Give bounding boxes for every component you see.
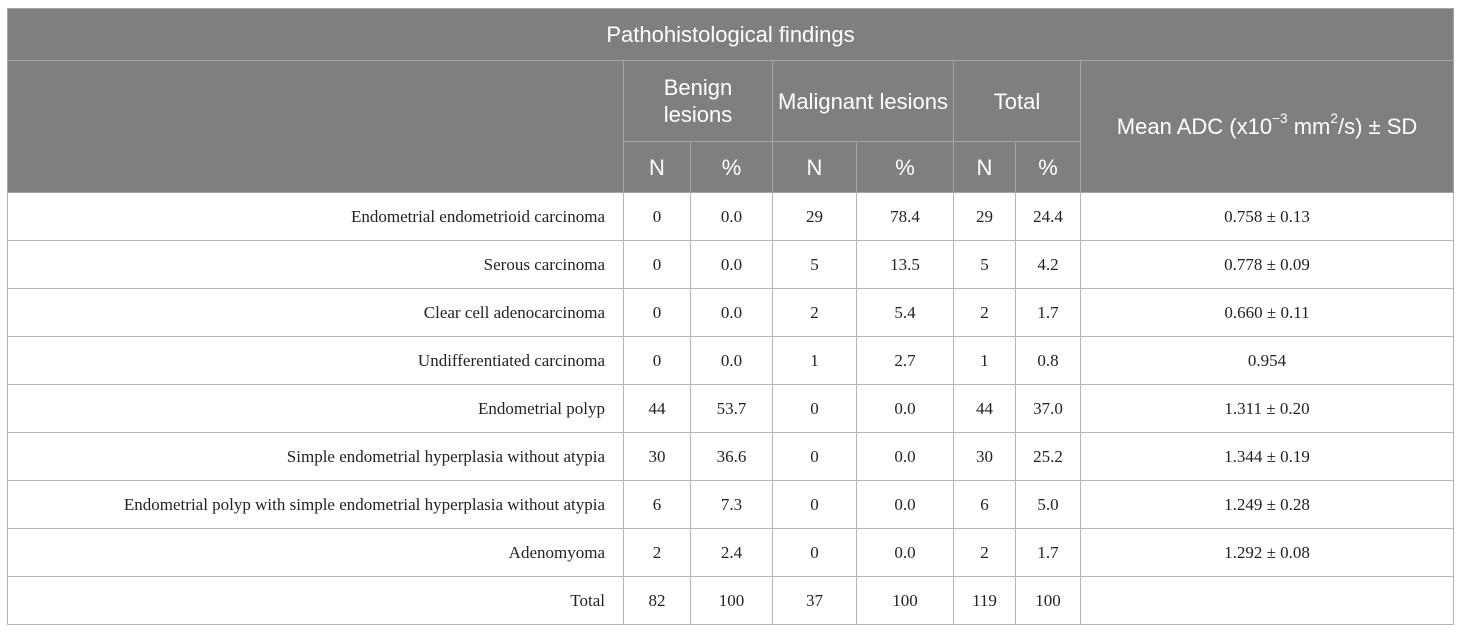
adc-cell: 0.660 ± 0.11 bbox=[1081, 289, 1454, 337]
malignant-pct-cell: 2.7 bbox=[857, 337, 954, 385]
adc-cell: 0.954 bbox=[1081, 337, 1454, 385]
findings-table bbox=[7, 8, 1454, 625]
row-label: Endometrial endometrioid carcinoma bbox=[8, 193, 624, 241]
adc-cell bbox=[1081, 577, 1454, 625]
total-n-cell: 30 bbox=[954, 433, 1016, 481]
adc-header-prefix: Mean ADC (x10 bbox=[1116, 114, 1273, 139]
row-label: Endometrial polyp bbox=[8, 385, 624, 433]
total-group-header: Total bbox=[954, 61, 1081, 142]
benign-n-cell: 2 bbox=[624, 529, 691, 577]
total-pct-cell: 0.8 bbox=[1016, 337, 1081, 385]
malignant-pct-cell: 0.0 bbox=[857, 529, 954, 577]
benign-n-cell: 0 bbox=[624, 289, 691, 337]
title-row bbox=[8, 9, 1454, 61]
total-pct-cell: 25.2 bbox=[1016, 433, 1081, 481]
malignant-pct-cell: 13.5 bbox=[857, 241, 954, 289]
group-header-row bbox=[8, 61, 1454, 142]
malignant-pct-header: % bbox=[857, 142, 954, 193]
benign-pct-cell: 0.0 bbox=[691, 337, 773, 385]
benign-pct-cell: 0.0 bbox=[691, 193, 773, 241]
benign-pct-header: % bbox=[691, 142, 773, 193]
table-body bbox=[8, 193, 1454, 625]
total-pct-cell: 1.7 bbox=[1016, 529, 1081, 577]
adc-cell: 1.292 ± 0.08 bbox=[1081, 529, 1454, 577]
malignant-n-cell: 37 bbox=[773, 577, 857, 625]
malignant-pct-cell: 100 bbox=[857, 577, 954, 625]
benign-group-header: Benign lesions bbox=[624, 61, 773, 142]
malignant-n-cell: 2 bbox=[773, 289, 857, 337]
table-row bbox=[8, 241, 1454, 289]
total-pct-cell: 24.4 bbox=[1016, 193, 1081, 241]
adc-header-suffix: /s) ± SD bbox=[1337, 114, 1418, 139]
table-title: Pathohistological findings bbox=[8, 9, 1454, 61]
table-row bbox=[8, 529, 1454, 577]
adc-cell: 1.249 ± 0.28 bbox=[1081, 481, 1454, 529]
total-n-cell: 2 bbox=[954, 529, 1016, 577]
adc-cell: 0.778 ± 0.09 bbox=[1081, 241, 1454, 289]
total-pct-header: % bbox=[1016, 142, 1081, 193]
row-label: Adenomyoma bbox=[8, 529, 624, 577]
total-n-cell: 6 bbox=[954, 481, 1016, 529]
adc-cell: 1.311 ± 0.20 bbox=[1081, 385, 1454, 433]
malignant-n-cell: 29 bbox=[773, 193, 857, 241]
malignant-pct-cell: 78.4 bbox=[857, 193, 954, 241]
total-pct-cell: 100 bbox=[1016, 577, 1081, 625]
table-row bbox=[8, 337, 1454, 385]
malignant-group-header: Malignant lesions bbox=[773, 61, 954, 142]
malignant-n-cell: 0 bbox=[773, 433, 857, 481]
total-pct-cell: 1.7 bbox=[1016, 289, 1081, 337]
malignant-n-cell: 1 bbox=[773, 337, 857, 385]
total-n-cell: 29 bbox=[954, 193, 1016, 241]
total-n-cell: 5 bbox=[954, 241, 1016, 289]
malignant-pct-cell: 0.0 bbox=[857, 481, 954, 529]
table-row bbox=[8, 481, 1454, 529]
benign-n-cell: 30 bbox=[624, 433, 691, 481]
malignant-n-header: N bbox=[773, 142, 857, 193]
adc-cell: 0.758 ± 0.13 bbox=[1081, 193, 1454, 241]
benign-n-cell: 0 bbox=[624, 241, 691, 289]
adc-header-unit-exponent: 2 bbox=[1330, 110, 1338, 126]
benign-n-header: N bbox=[624, 142, 691, 193]
adc-column-header bbox=[1081, 61, 1454, 193]
row-label: Endometrial polyp with simple endometrial hyperplasia without atypia bbox=[8, 481, 624, 529]
total-pct-cell: 37.0 bbox=[1016, 385, 1081, 433]
adc-cell: 1.344 ± 0.19 bbox=[1081, 433, 1454, 481]
benign-pct-cell: 0.0 bbox=[691, 289, 773, 337]
benign-n-cell: 0 bbox=[624, 337, 691, 385]
row-label: Undifferentiated carcinoma bbox=[8, 337, 624, 385]
label-column-header bbox=[8, 61, 624, 193]
table-row bbox=[8, 289, 1454, 337]
benign-pct-cell: 36.6 bbox=[691, 433, 773, 481]
adc-header-exponent: −3 bbox=[1272, 110, 1288, 126]
benign-n-cell: 0 bbox=[624, 193, 691, 241]
malignant-pct-cell: 0.0 bbox=[857, 385, 954, 433]
total-n-cell: 119 bbox=[954, 577, 1016, 625]
total-n-header: N bbox=[954, 142, 1016, 193]
total-row bbox=[8, 577, 1454, 625]
benign-n-cell: 82 bbox=[624, 577, 691, 625]
malignant-n-cell: 0 bbox=[773, 385, 857, 433]
malignant-pct-cell: 0.0 bbox=[857, 433, 954, 481]
total-pct-cell: 5.0 bbox=[1016, 481, 1081, 529]
malignant-n-cell: 0 bbox=[773, 481, 857, 529]
row-label: Total bbox=[8, 577, 624, 625]
malignant-n-cell: 5 bbox=[773, 241, 857, 289]
adc-header-unit: mm bbox=[1287, 114, 1331, 139]
row-label: Clear cell adenocarcinoma bbox=[8, 289, 624, 337]
table-row bbox=[8, 193, 1454, 241]
benign-pct-cell: 53.7 bbox=[691, 385, 773, 433]
benign-n-cell: 6 bbox=[624, 481, 691, 529]
benign-pct-cell: 2.4 bbox=[691, 529, 773, 577]
total-n-cell: 1 bbox=[954, 337, 1016, 385]
malignant-n-cell: 0 bbox=[773, 529, 857, 577]
benign-n-cell: 44 bbox=[624, 385, 691, 433]
benign-pct-cell: 7.3 bbox=[691, 481, 773, 529]
row-label: Simple endometrial hyperplasia without atypia bbox=[8, 433, 624, 481]
total-n-cell: 44 bbox=[954, 385, 1016, 433]
row-label: Serous carcinoma bbox=[8, 241, 624, 289]
table-row bbox=[8, 385, 1454, 433]
benign-pct-cell: 0.0 bbox=[691, 241, 773, 289]
table-row bbox=[8, 433, 1454, 481]
malignant-pct-cell: 5.4 bbox=[857, 289, 954, 337]
total-n-cell: 2 bbox=[954, 289, 1016, 337]
total-pct-cell: 4.2 bbox=[1016, 241, 1081, 289]
benign-pct-cell: 100 bbox=[691, 577, 773, 625]
